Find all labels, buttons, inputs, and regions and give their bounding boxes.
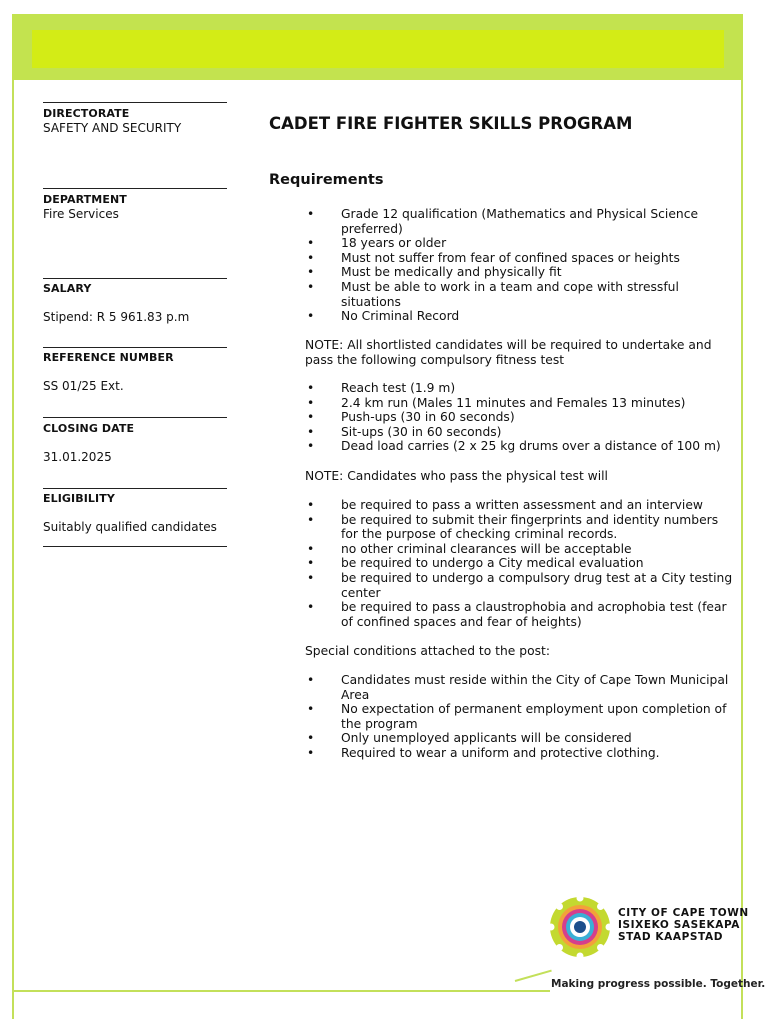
list-item: • Reach test (1.9 m) bbox=[305, 381, 735, 396]
divider bbox=[43, 417, 227, 418]
slogan: Making progress possible. Together. bbox=[551, 978, 766, 990]
list-item: • Must not suffer from fear of confined spaces or heights bbox=[305, 251, 735, 266]
list-item: • 18 years or older bbox=[305, 236, 735, 251]
special-list-container bbox=[305, 673, 735, 761]
note-fitness: NOTE: All shortlisted candidates will be required to undertake and pass the following compulsory fitness test bbox=[305, 338, 712, 367]
eligibility-block bbox=[43, 492, 227, 535]
eligibility-label: ELIGIBILITY bbox=[43, 492, 115, 505]
list-item: • Only unemployed applicants will be considered bbox=[305, 731, 735, 746]
eligibility-value: Suitably qualified candidates bbox=[43, 520, 217, 534]
list-item: • be required to pass a written assessment and an interview bbox=[305, 498, 735, 513]
list-item: • No Criminal Record bbox=[305, 309, 735, 324]
department-block bbox=[43, 193, 227, 222]
list-item: • Candidates must reside within the City of Cape Town Municipal Area bbox=[305, 673, 735, 702]
after-test-list bbox=[305, 498, 735, 629]
list-item: • no other criminal clearances will be acceptable bbox=[305, 542, 735, 557]
note-physical: NOTE: Candidates who pass the physical test will bbox=[305, 469, 608, 483]
page-title: CADET FIRE FIGHTER SKILLS PROGRAM bbox=[269, 114, 633, 133]
closing-date-block bbox=[43, 422, 227, 465]
reference-value: SS 01/25 Ext. bbox=[43, 379, 124, 393]
salary-label: SALARY bbox=[43, 282, 92, 295]
divider bbox=[43, 488, 227, 489]
reference-block bbox=[43, 351, 227, 394]
divider bbox=[43, 546, 227, 547]
list-item: • Must be medically and physically fit bbox=[305, 265, 735, 280]
reference-label: REFERENCE NUMBER bbox=[43, 351, 174, 364]
list-item: • be required to undergo a compulsory drug test at a City testing center bbox=[305, 571, 735, 600]
list-item: • be required to undergo a City medical evaluation bbox=[305, 556, 735, 571]
list-item: • Grade 12 qualification (Mathematics and Physical Science preferred) bbox=[305, 207, 735, 236]
divider bbox=[43, 278, 227, 279]
list-item: • Push-ups (30 in 60 seconds) bbox=[305, 410, 735, 425]
list-item: • Sit-ups (30 in 60 seconds) bbox=[305, 425, 735, 440]
list-item: • Required to wear a uniform and protective clothing. bbox=[305, 746, 735, 761]
footer-rule bbox=[12, 990, 550, 992]
list-item: • Must be able to work in a team and cope with stressful situations bbox=[305, 280, 735, 309]
salary-value: Stipend: R 5 961.83 p.m bbox=[43, 310, 190, 324]
divider bbox=[43, 102, 227, 103]
requirements-list-container bbox=[305, 207, 735, 324]
city-name-xhosa: ISIXEKO SASEKAPA bbox=[618, 919, 741, 931]
city-logo-icon bbox=[548, 895, 612, 959]
list-item: • be required to submit their fingerprints and identity numbers for the purpose of checking criminal records. bbox=[305, 513, 735, 542]
divider bbox=[43, 188, 227, 189]
list-item: • No expectation of permanent employment upon completion of the program bbox=[305, 702, 735, 731]
list-item: • Dead load carries (2 x 25 kg drums over a distance of 100 m) bbox=[305, 439, 735, 454]
city-name-block bbox=[618, 907, 749, 943]
list-item: • be required to pass a claustrophobia and acrophobia test (fear of confined spaces and fear of heights) bbox=[305, 600, 735, 629]
city-name-english: CITY OF CAPE TOWN bbox=[618, 907, 749, 919]
directorate-value: SAFETY AND SECURITY bbox=[43, 121, 182, 135]
special-conditions-heading: Special conditions attached to the post: bbox=[305, 644, 550, 658]
fitness-list-container bbox=[305, 381, 735, 454]
department-value: Fire Services bbox=[43, 207, 119, 221]
list-item: • 2.4 km run (Males 11 minutes and Females 13 minutes) bbox=[305, 396, 735, 411]
fitness-list bbox=[305, 381, 735, 454]
directorate-label: DIRECTORATE bbox=[43, 107, 130, 120]
requirements-list bbox=[305, 207, 735, 324]
requirements-heading: Requirements bbox=[269, 172, 384, 188]
directorate-block bbox=[43, 107, 227, 136]
closing-date-value: 31.01.2025 bbox=[43, 450, 112, 464]
header-band-inner bbox=[32, 30, 724, 68]
department-label: DEPARTMENT bbox=[43, 193, 127, 206]
closing-date-label: CLOSING DATE bbox=[43, 422, 135, 435]
special-conditions-list bbox=[305, 673, 735, 761]
after-test-list-container bbox=[305, 498, 735, 629]
divider bbox=[43, 347, 227, 348]
salary-block bbox=[43, 282, 227, 325]
city-name-afrikaans: STAD KAAPSTAD bbox=[618, 931, 724, 943]
